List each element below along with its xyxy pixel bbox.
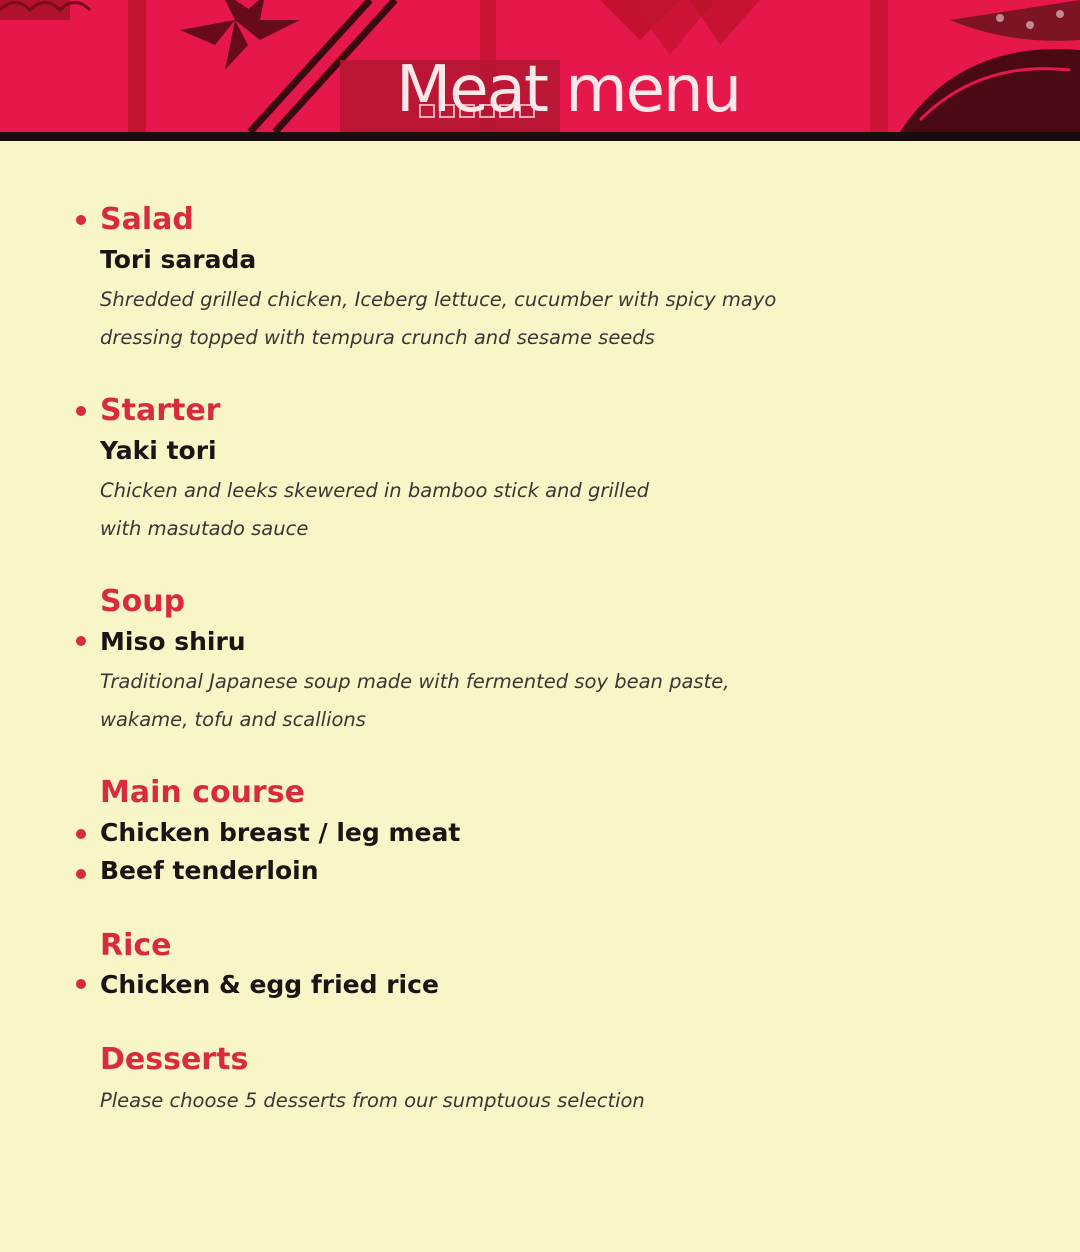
dish-description: Please choose 5 desserts from our sumptuous selection bbox=[100, 1089, 645, 1112]
dish-description: Shredded grilled chicken, Iceberg lettuce, cucumber with spicy mayo bbox=[100, 288, 777, 311]
dish-name: Beef tenderloin bbox=[100, 856, 319, 885]
section-heading-soup: Soup bbox=[100, 584, 186, 619]
section-heading-starter: Starter bbox=[100, 393, 221, 428]
section-heading-main-course: Main course bbox=[100, 775, 305, 810]
dish-description: Chicken and leeks skewered in bamboo stick and grilled bbox=[100, 479, 649, 502]
section-heading-rice: Rice bbox=[100, 928, 172, 963]
page-title: Meat menu bbox=[396, 53, 741, 127]
bullet-icon bbox=[76, 979, 86, 989]
dish-description: dressing topped with tempura crunch and sesame seeds bbox=[100, 326, 655, 349]
bullet-icon bbox=[76, 869, 86, 879]
dish-name: Yaki tori bbox=[100, 436, 217, 465]
dish-name: Chicken & egg fried rice bbox=[100, 970, 439, 999]
section-heading-desserts: Desserts bbox=[100, 1042, 249, 1077]
dish-description: wakame, tofu and scallions bbox=[100, 708, 366, 731]
bullet-icon bbox=[76, 636, 86, 646]
bullet-icon bbox=[76, 829, 86, 839]
dish-name: Chicken breast / leg meat bbox=[100, 818, 461, 847]
header-divider bbox=[0, 132, 1080, 141]
header-banner bbox=[0, 0, 1080, 132]
dish-description: Traditional Japanese soup made with fermented soy bean paste, bbox=[100, 670, 730, 693]
section-heading-salad: Salad bbox=[100, 202, 194, 237]
dish-name: Miso shiru bbox=[100, 627, 246, 656]
bullet-icon bbox=[76, 406, 86, 416]
bullet-icon bbox=[76, 215, 86, 225]
dish-name: Tori sarada bbox=[100, 245, 257, 274]
dish-description: with masutado sauce bbox=[100, 517, 309, 540]
